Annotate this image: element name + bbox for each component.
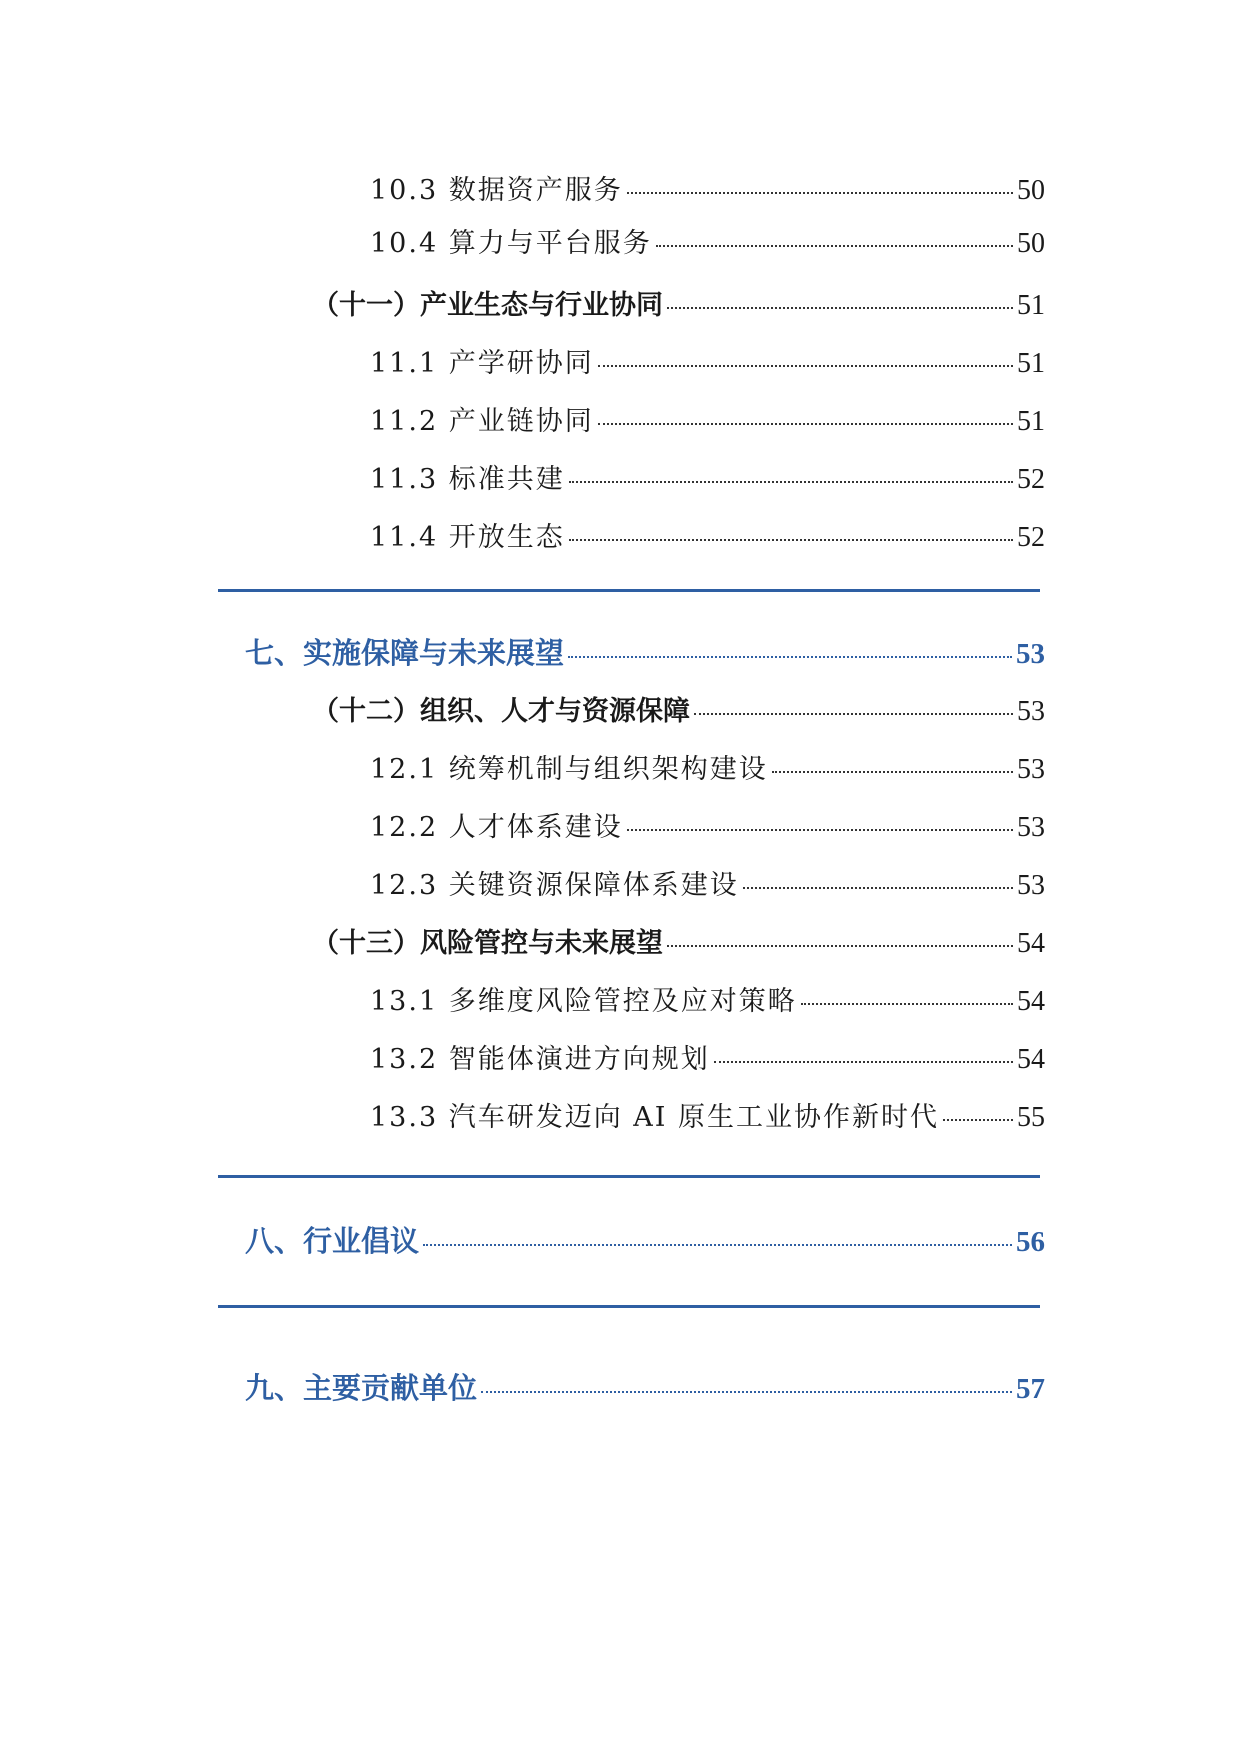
- toc-entry[interactable]: [370, 457, 1045, 496]
- dot-leader: [569, 539, 1013, 541]
- toc-page-number: 57: [1016, 1373, 1045, 1405]
- toc-page-number: 54: [1017, 986, 1045, 1017]
- toc-entry[interactable]: [312, 921, 1045, 960]
- toc-entry[interactable]: [312, 689, 1045, 728]
- toc-page-number: 50: [1017, 228, 1045, 259]
- dot-leader: [743, 887, 1013, 889]
- toc-entry-label: 12.3 关键资源保障体系建设: [370, 870, 739, 901]
- toc-entry[interactable]: [370, 1095, 1045, 1134]
- dot-leader: [667, 307, 1013, 309]
- dot-leader: [772, 771, 1013, 773]
- toc-page-number: 51: [1017, 348, 1045, 379]
- toc-page-number: 53: [1017, 696, 1045, 727]
- toc-page-number: 52: [1017, 522, 1045, 553]
- dot-leader: [694, 713, 1013, 715]
- toc-entry[interactable]: [370, 515, 1045, 554]
- toc-page-number: 50: [1017, 175, 1045, 206]
- toc-entry[interactable]: [370, 747, 1045, 786]
- toc-page-number: 53: [1017, 812, 1045, 843]
- toc-entry-label: 12.2 人才体系建设: [370, 812, 623, 843]
- toc-entry-label: 九、主要贡献单位: [245, 1371, 478, 1405]
- dot-leader: [598, 365, 1013, 367]
- toc-entry-label: （十一）产业生态与行业协同: [312, 290, 663, 321]
- toc-entry[interactable]: [370, 1037, 1045, 1076]
- dot-leader: [481, 1391, 1012, 1393]
- toc-entry[interactable]: [370, 168, 1045, 207]
- toc-entry-label: 11.2 产业链协同: [370, 406, 594, 437]
- toc-entry-label: 八、行业倡议: [245, 1224, 420, 1258]
- toc-entry[interactable]: [370, 341, 1045, 380]
- dot-leader: [656, 245, 1013, 247]
- toc-page-number: 51: [1017, 290, 1045, 321]
- section-divider: [218, 1305, 1040, 1308]
- toc-section-entry[interactable]: [245, 1219, 1045, 1260]
- toc-entry-label: 13.3 汽车研发迈向 AI 原生工业协作新时代: [370, 1102, 940, 1133]
- toc-page-number: 51: [1017, 406, 1045, 437]
- toc-entry-label: （十三）风险管控与未来展望: [312, 928, 663, 959]
- toc-entry-label: 11.4 开放生态: [370, 522, 565, 553]
- toc-page-number: 56: [1016, 1226, 1045, 1258]
- toc-entry[interactable]: [312, 283, 1045, 322]
- dot-leader: [714, 1061, 1013, 1063]
- dot-leader: [569, 481, 1013, 483]
- toc-entry[interactable]: [370, 863, 1045, 902]
- toc-page-number: 54: [1017, 928, 1045, 959]
- toc-entry-label: 11.1 产学研协同: [370, 348, 594, 379]
- toc-entry-label: 13.2 智能体演进方向规划: [370, 1044, 710, 1075]
- section-divider: [218, 589, 1040, 592]
- section-divider: [218, 1175, 1040, 1178]
- toc-entry-label: 11.3 标准共建: [370, 464, 565, 495]
- toc-entry[interactable]: [370, 399, 1045, 438]
- dot-leader: [801, 1003, 1013, 1005]
- toc-entry-label: 七、实施保障与未来展望: [245, 636, 565, 670]
- toc-entry-label: 13.1 多维度风险管控及应对策略: [370, 986, 797, 1017]
- dot-leader: [627, 829, 1013, 831]
- toc-section-entry[interactable]: [245, 1366, 1045, 1407]
- toc-entry[interactable]: [370, 979, 1045, 1018]
- dot-leader: [943, 1119, 1013, 1121]
- toc-section-entry[interactable]: [245, 631, 1045, 672]
- toc-entry-label: 10.4 算力与平台服务: [370, 228, 652, 259]
- toc-entry-label: （十二）组织、人才与资源保障: [312, 696, 690, 727]
- toc-page-number: 53: [1016, 638, 1045, 670]
- dot-leader: [568, 656, 1012, 658]
- toc-page-number: 53: [1017, 754, 1045, 785]
- toc-entry[interactable]: [370, 805, 1045, 844]
- dot-leader: [598, 423, 1013, 425]
- toc-entry-label: 10.3 数据资产服务: [370, 175, 623, 206]
- dot-leader: [423, 1244, 1012, 1246]
- toc-page-number: 54: [1017, 1044, 1045, 1075]
- toc-entry[interactable]: [370, 221, 1045, 260]
- toc-page-number: 52: [1017, 464, 1045, 495]
- dot-leader: [627, 192, 1013, 194]
- toc-entry-label: 12.1 统筹机制与组织架构建设: [370, 754, 768, 785]
- toc-page-number: 53: [1017, 870, 1045, 901]
- toc-page-number: 55: [1017, 1102, 1045, 1133]
- dot-leader: [667, 945, 1013, 947]
